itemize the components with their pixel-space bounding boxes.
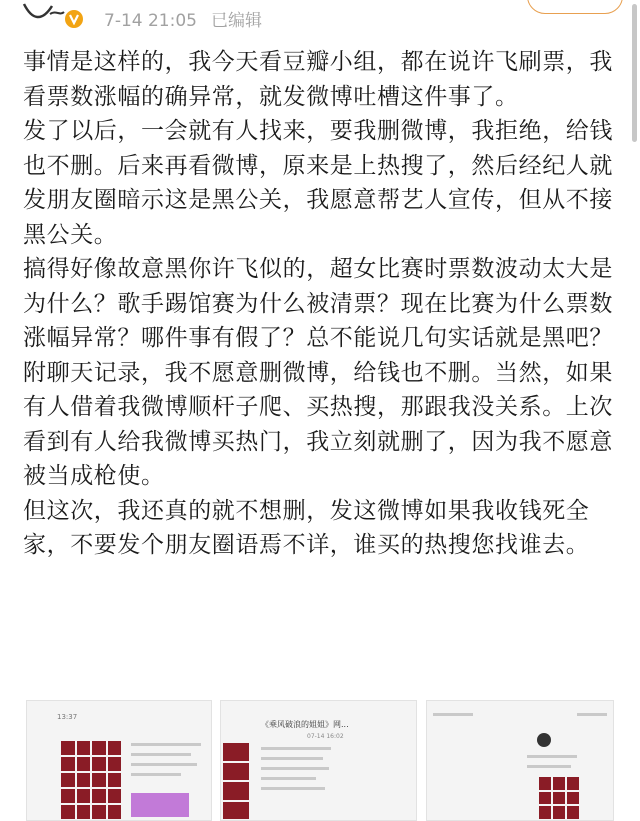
- follow-button[interactable]: [527, 0, 623, 14]
- thumb-chart: [131, 793, 189, 817]
- thumb-photo-column: [223, 743, 249, 819]
- thumb-photo-grid: [61, 741, 121, 819]
- post-header: [0, 0, 640, 40]
- image-thumbnail-3[interactable]: [426, 700, 614, 821]
- image-gallery: [0, 700, 640, 821]
- post-meta: [104, 6, 262, 31]
- thumb-profile-avatar: [537, 733, 551, 747]
- scrollbar[interactable]: [632, 4, 637, 142]
- post-paragraph: 事情是这样的，我今天看豆瓣小组，都在说许飞刷票，我看票数涨幅的确异常，就发微博吐槽这件事了。: [23, 49, 613, 110]
- thumb-photo-grid: [539, 777, 579, 819]
- post-paragraph: 发了以后，一会就有人找来，要我删微博，我拒绝，给钱也不删。后来再看微博，原来是上热搜了，然后经纪人就发朋友圈暗示这是黑公关，我愿意帮艺人宣传，但从不接黑公关。: [23, 118, 613, 248]
- post-body: [23, 45, 623, 563]
- image-thumbnail-2[interactable]: [220, 700, 417, 821]
- post-paragraph: 搞得好像故意黑你许飞似的，超女比赛时票数波动太大是为什么？歌手踢馆赛为什么被清票？现在比赛为什么票数涨幅异常？哪件事有假了？总不能说几句实话就是黑吧？: [23, 256, 613, 351]
- edited-label[interactable]: 已编辑: [210, 11, 262, 31]
- verified-badge-icon: [63, 8, 85, 30]
- post-paragraph: 但这次，我还真的就不想删，发这微博如果我收钱死全家，不要发个朋友圈语焉不详，谁买的热搜您找谁去。: [23, 497, 590, 558]
- thumb-status-time: 13:37: [57, 713, 78, 721]
- post-paragraph: 附聊天记录，我不愿意删微博，给钱也不删。当然，如果有人借着我微博顺杆子爬、买热搜，那跟我没关系。上次看到有人给我微博买热门，我立刻就删了，因为我不愿意被当成枪使。: [23, 359, 613, 489]
- avatar[interactable]: [22, 0, 66, 26]
- thumb-title: 《乘风破浪的姐姐》网...: [261, 720, 349, 729]
- post-timestamp: 7-14 21:05: [104, 11, 197, 31]
- image-thumbnail-1[interactable]: [26, 700, 212, 821]
- thumb-subtitle: 07-14 16:02: [307, 733, 344, 740]
